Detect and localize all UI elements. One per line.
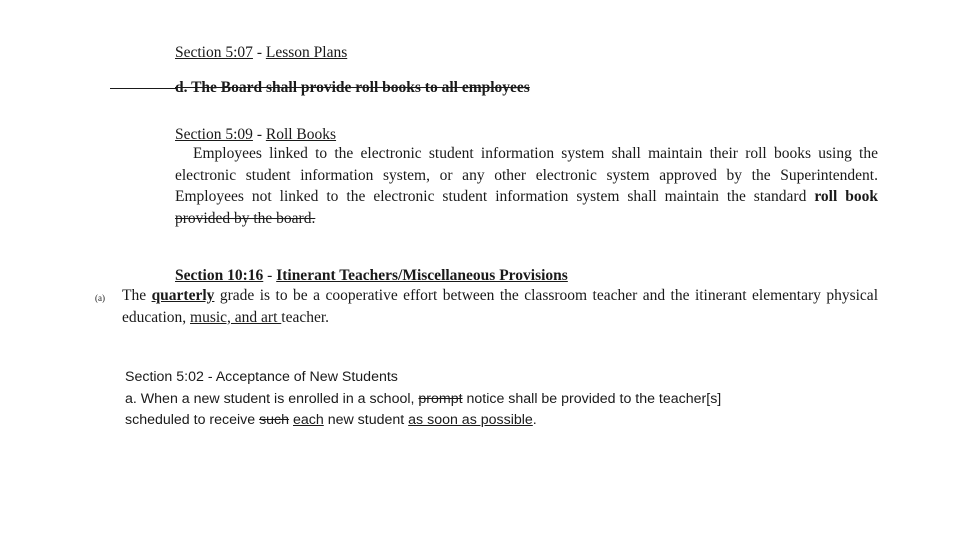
body-text: Employees linked to the electronic student information system shall maintain their roll books using the electronic student information system, or any other electronic system approved by the Superintendent. Employees not linked to the electronic student information system shall maintain the standard xyxy=(175,145,878,205)
body-struck-text: provided by the board. xyxy=(175,209,316,227)
struck-text-prompt: prompt xyxy=(418,390,463,407)
struck-text-such: such xyxy=(259,412,290,428)
inserted-text-asap: as soon as possible xyxy=(408,412,533,428)
section-5-02-line-b xyxy=(125,410,865,432)
section-number: Section 5:09 xyxy=(175,126,253,143)
item-text: notice shall be provided to the teacher[s] xyxy=(462,390,722,407)
section-5-02-block xyxy=(125,367,865,432)
item-text: scheduled to receive xyxy=(125,412,260,428)
item-text: grade is to be a cooperative effort between the classroom teacher and the itinerant elementary physical education, xyxy=(122,287,878,326)
section-5-02-heading: Section 5:02 - Acceptance of New Students xyxy=(125,369,398,385)
inserted-text-each: each xyxy=(293,412,324,428)
section-number: Section 5:07 xyxy=(175,44,253,61)
inserted-text-quarterly: quarterly xyxy=(151,287,215,304)
section-5-07-item-d: d. The Board shall provide roll books to all employees xyxy=(175,79,530,96)
heading-separator: - xyxy=(263,267,277,284)
list-marker: (a) xyxy=(95,293,105,303)
section-10-16-item-a xyxy=(122,285,878,328)
section-5-09-body xyxy=(175,143,878,229)
section-title: Lesson Plans xyxy=(265,44,348,61)
section-5-02-line-a xyxy=(125,389,865,411)
strikethrough-leader-line xyxy=(110,88,176,89)
section-number: Section 10:16 xyxy=(175,267,264,284)
item-text: a. When a new student is enrolled in a school, xyxy=(125,390,419,407)
section-title: Roll Books xyxy=(265,126,337,143)
body-bold-text: roll book xyxy=(814,188,879,205)
section-10-16-heading xyxy=(175,265,568,287)
item-text: . xyxy=(532,412,537,428)
item-text: new student xyxy=(323,412,409,428)
heading-separator: - xyxy=(252,126,266,143)
item-text: The xyxy=(122,287,152,304)
item-text: teacher. xyxy=(281,308,330,326)
section-title: Itinerant Teachers/Miscellaneous Provisions xyxy=(276,267,568,284)
heading-separator: - xyxy=(252,44,266,61)
inserted-text-music-art: music, and art xyxy=(190,308,282,326)
section-5-07-heading xyxy=(175,42,347,64)
